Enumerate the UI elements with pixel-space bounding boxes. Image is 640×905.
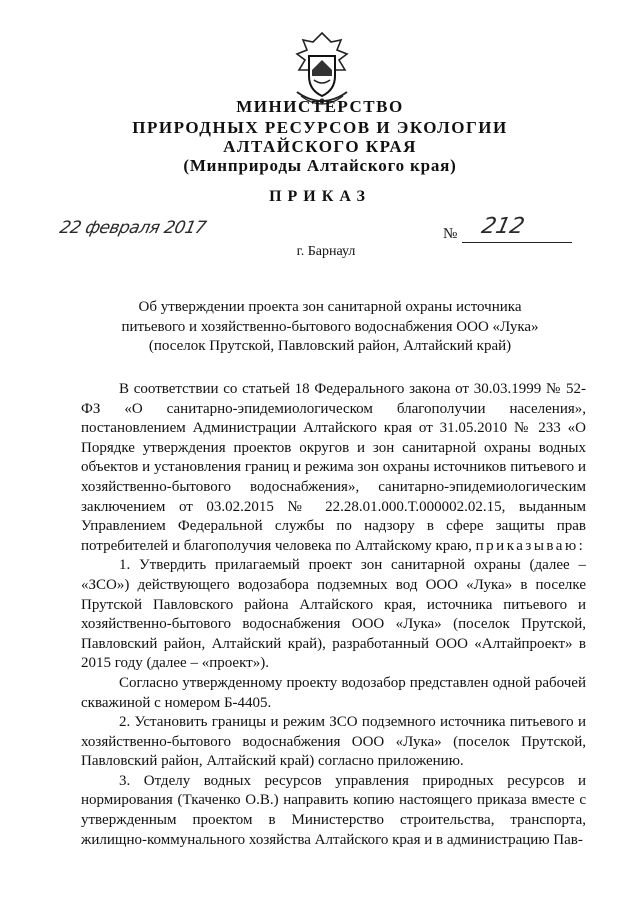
city: г. Барнаул bbox=[296, 244, 356, 259]
preamble-text: В соответствии со статьей 18 Федерального закона от 30.03.1999 № 52-ФЗ «О санитарно-эпидемиологическом благополучии населения», постановлением Администрации Алтайского края от 31.05.2010 № 233 «О Порядке утверждения проектов округов и зон санитарной охраны водных объектов и установления границ и режима зон охраны источников питьевого и хозяйственно-бытового водоснабжения», санитарно-эпидемиологическим заключением от 03.02.2015 № 22.28.01.000.Т.000002.02.15, выданным Управлением Федеральной службы по надзору в сфере защиты прав потребителей и благополучия человека по Алтайскому краю, bbox=[81, 381, 586, 554]
order-word: приказываю: bbox=[475, 537, 586, 554]
subject-line: Об утверждении проекта зон санитарной охраны источника bbox=[138, 299, 522, 315]
document-type: ПРИКАЗ bbox=[269, 188, 371, 205]
clause-1-note-paragraph: Согласно утвержденному проекту водозабор представлен одной рабочей скважиной с номером Б-4405. bbox=[81, 674, 586, 711]
clause-2-paragraph: 2. Установить границы и режим ЗСО подземного источника питьевого и хозяйственно-бытового водоснабжения ООО «Лука» (поселок Прутской, Павловский район, Алтайский край) согласно приложению. bbox=[81, 714, 586, 770]
ministry-short-name: (Минприроды Алтайского края) bbox=[183, 156, 457, 175]
clause-3-paragraph: 3. Отделу водных ресурсов управления природных ресурсов и нормирования (Ткаченко О.В.) направить копию настоящего приказа вместе с утвержденным проектом в Министерство строительства, транспорта, жилищно-коммунального хозяйства Алтайского края и в администрацию Пав- bbox=[81, 772, 586, 848]
order-subject bbox=[100, 298, 560, 357]
ministry-name-line2: ПРИРОДНЫХ РЕСУРСОВ И ЭКОЛОГИИ bbox=[132, 118, 508, 137]
order-body bbox=[81, 380, 586, 850]
preamble-paragraph bbox=[81, 380, 586, 556]
handwritten-number: 212 bbox=[479, 214, 527, 239]
ministry-name-line1: МИНИСТЕРСТВО bbox=[236, 97, 404, 116]
number-underline bbox=[462, 242, 572, 243]
subject-line: питьевого и хозяйственно-бытового водоснабжения ООО «Лука» bbox=[121, 318, 539, 335]
ministry-name-line3: АЛТАЙСКОГО КРАЯ bbox=[223, 137, 417, 156]
number-label: № bbox=[443, 226, 458, 242]
subject-line: (поселок Прутской, Павловский район, Алтайский край) bbox=[148, 338, 512, 354]
handwritten-date: 22 февраля 2017 bbox=[57, 218, 208, 238]
clause-1-paragraph: 1. Утвердить прилагаемый проект зон санитарной охраны (далее – «ЗСО») действующего водозабора подземных вод ООО «Лука» в поселке Прутской Павловского района Алтайского края, источника питьевого и хозяйственно-бытового водоснабжения ООО «Лука» (поселок Прутской, Павловский район, Алтайский край), разработанный ООО «Алтайпроект» в 2015 году (далее – «проект»). bbox=[81, 557, 586, 672]
